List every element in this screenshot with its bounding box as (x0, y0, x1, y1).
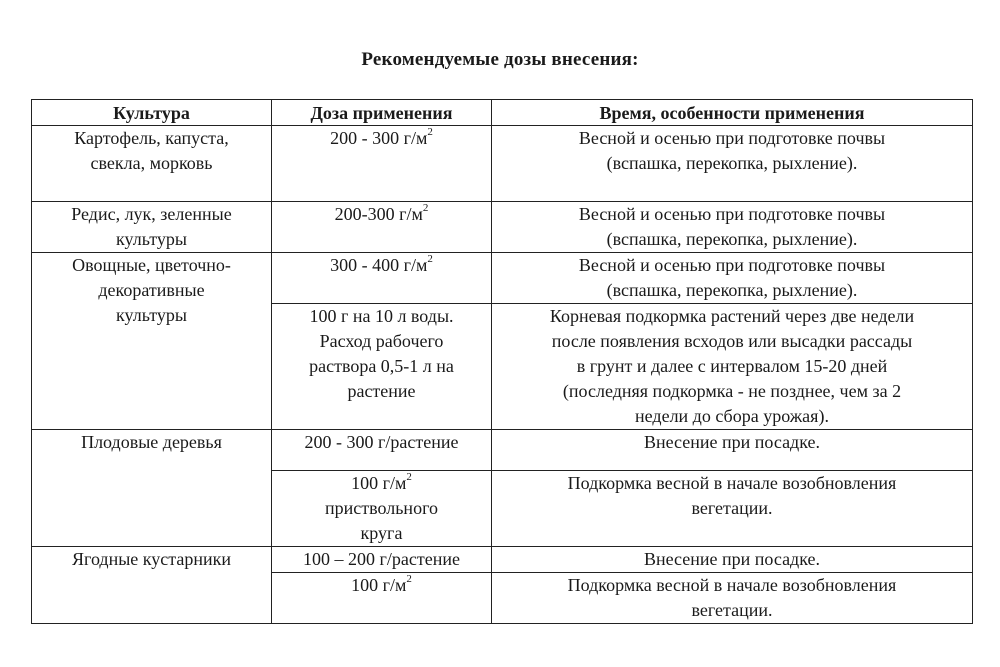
table-row (32, 547, 973, 573)
superscript: 2 (422, 202, 429, 214)
dose-cell (272, 126, 492, 202)
time-line: (вспашка, перекопка, рыхление). (606, 229, 858, 249)
time-line: Весной и осенью при подготовке почвы (578, 255, 886, 275)
dose-line (278, 253, 485, 278)
dose-line: раствора 0,5-1 л на (309, 356, 454, 376)
dose-cell (272, 253, 492, 304)
dose-line: 100 г на 10 л воды. (309, 306, 454, 326)
culture-cell (32, 126, 272, 202)
dose-cell (272, 471, 492, 547)
culture-cell (32, 253, 272, 430)
dose-text: 100 г/м (351, 575, 407, 595)
culture-line: Плодовые деревья (81, 432, 222, 452)
dose-line (278, 471, 485, 496)
time-cell (492, 547, 973, 573)
dose-line (278, 126, 485, 151)
header-dose: Доза применения (272, 100, 492, 126)
dose-cell (272, 430, 492, 471)
time-cell (492, 471, 973, 547)
superscript: 2 (427, 253, 433, 265)
culture-line: Овощные, цветочно- (72, 255, 231, 275)
time-cell (492, 253, 973, 304)
table-row (32, 126, 973, 202)
dose-line: круга (360, 523, 403, 543)
time-line: Весной и осенью при подготовке почвы (578, 128, 886, 148)
superscript: 2 (406, 471, 412, 483)
time-line: вегетации. (691, 498, 773, 518)
time-cell (492, 202, 973, 253)
time-line: Внесение при посадке. (643, 432, 821, 452)
culture-line: Картофель, капуста, (74, 128, 229, 148)
time-line: Корневая подкормка растений через две недели (549, 306, 915, 326)
dose-text: 200 - 300 г/м (330, 128, 428, 148)
dose-cell (272, 202, 492, 253)
culture-cell (32, 430, 272, 547)
culture-line: Редис, лук, зеленные (71, 204, 232, 224)
time-line: Внесение при посадке. (643, 549, 821, 569)
dose-cell (272, 304, 492, 430)
dose-line: 100 – 200 г/растение (303, 549, 460, 569)
time-line: вегетации. (691, 600, 773, 620)
dose-cell (272, 547, 492, 573)
time-line: (последняя подкормка - не позднее, чем за 2 (562, 381, 902, 401)
time-cell (492, 304, 973, 430)
table-row (32, 253, 973, 304)
time-line: Подкормка весной в начале возобновления (567, 473, 897, 493)
culture-cell (32, 202, 272, 253)
time-cell (492, 573, 973, 624)
culture-line: культуры (116, 305, 187, 325)
time-line: Подкормка весной в начале возобновления (567, 575, 897, 595)
table-row (32, 430, 973, 471)
header-culture: Культура (32, 100, 272, 126)
time-line: в грунт и далее с интервалом 15-20 дней (576, 356, 888, 376)
culture-line: свекла, морковь (90, 153, 213, 173)
time-cell (492, 126, 973, 202)
superscript: 2 (406, 573, 412, 585)
time-cell (492, 430, 973, 471)
table-header-row (32, 100, 973, 126)
dose-text: 300 - 400 г/м (330, 255, 428, 275)
header-time: Время, особенности применения (492, 100, 973, 126)
document-title: Рекомендуемые дозы внесения: (361, 49, 639, 70)
dose-cell (272, 573, 492, 624)
culture-line: культуры (116, 229, 187, 249)
time-line: (вспашка, перекопка, рыхление). (606, 280, 858, 300)
dose-line (278, 202, 485, 227)
dose-text: 200-300 г/м (334, 204, 423, 224)
time-line: Весной и осенью при подготовке почвы (578, 204, 886, 224)
dose-line: растение (347, 381, 416, 401)
time-line: недели до сбора урожая). (635, 406, 829, 426)
time-line: после появления всходов или высадки рассады (551, 331, 913, 351)
dose-line: 200 - 300 г/растение (304, 432, 459, 452)
dose-table (31, 99, 973, 624)
dose-line (278, 573, 485, 598)
dose-line: приствольного (324, 498, 439, 518)
table-row (32, 202, 973, 253)
culture-line: Ягодные кустарники (72, 549, 231, 569)
superscript: 2 (427, 126, 433, 138)
dose-text: 100 г/м (351, 473, 407, 493)
culture-cell (32, 547, 272, 624)
culture-line: декоративные (98, 280, 205, 300)
dose-line: Расход рабочего (319, 331, 444, 351)
time-line: (вспашка, перекопка, рыхление). (606, 153, 858, 173)
